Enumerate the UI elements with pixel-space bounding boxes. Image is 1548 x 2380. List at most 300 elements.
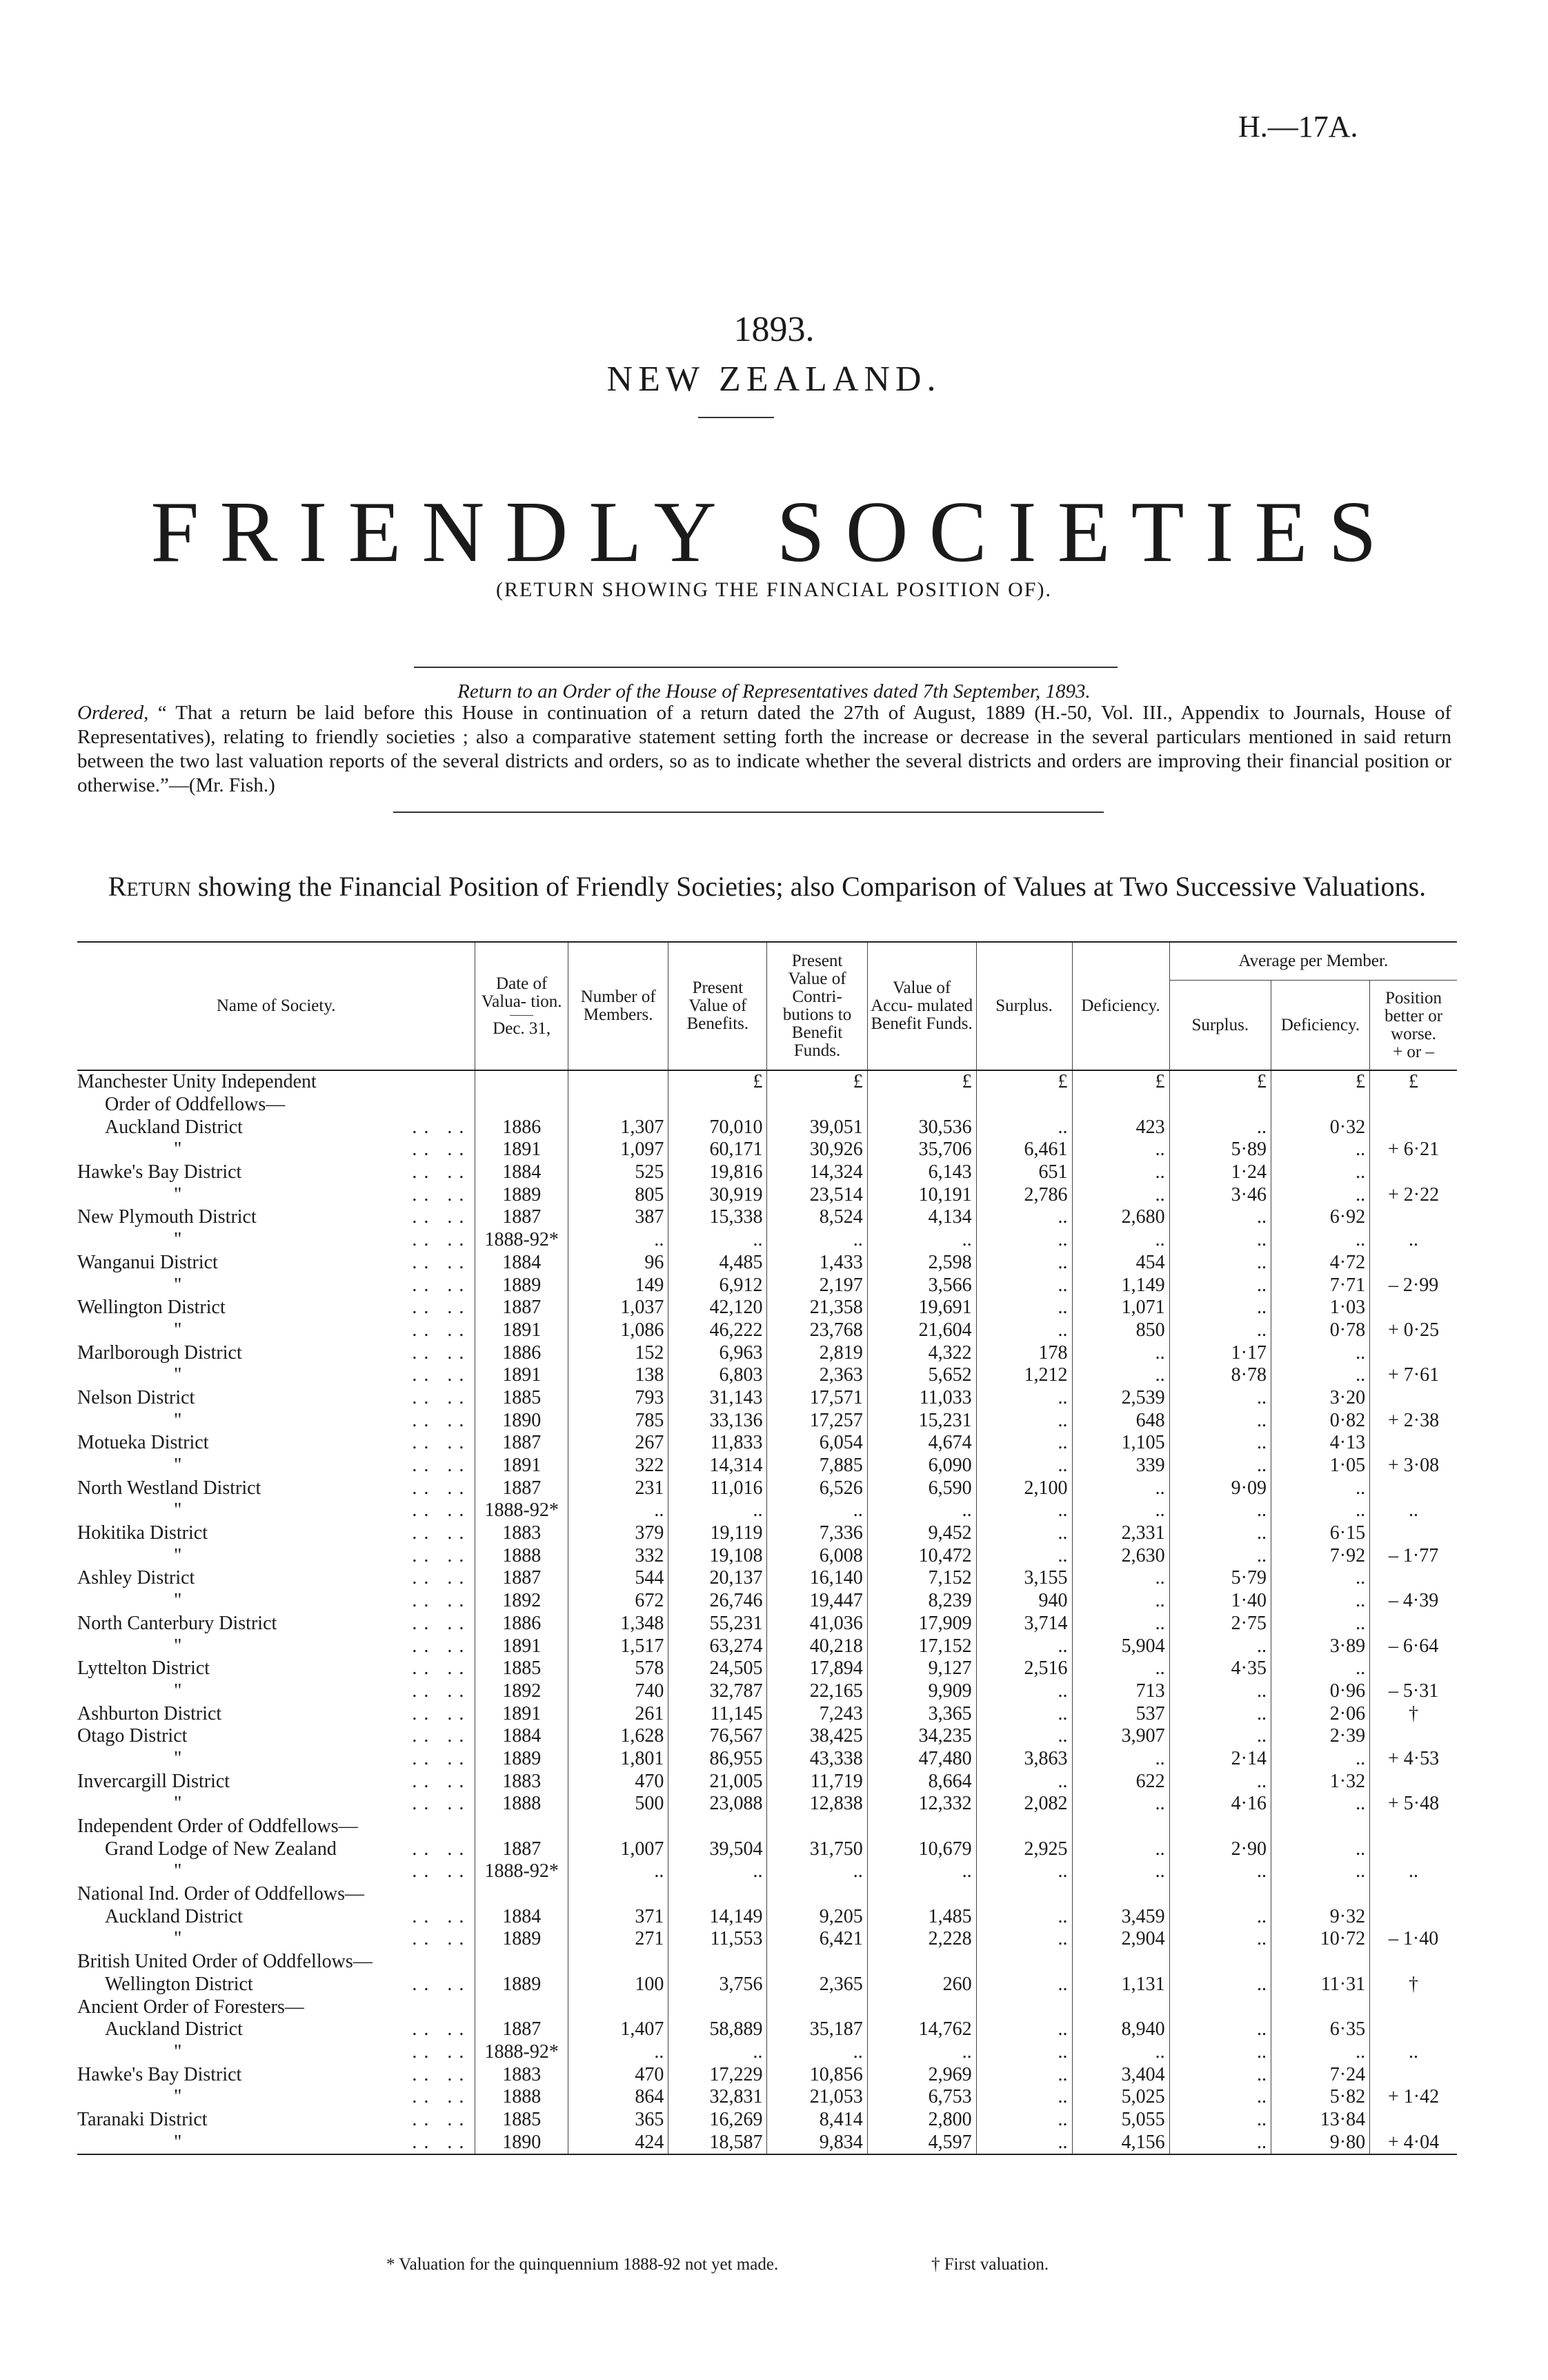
cell-deficiency: .. <box>1072 1590 1169 1613</box>
society-name: " <box>174 1928 182 1950</box>
cell-date: 1883 <box>475 1522 568 1545</box>
cell-position <box>1370 1522 1457 1545</box>
cell-surplus: .. <box>976 1499 1072 1522</box>
society-name: " <box>174 1860 182 1882</box>
cell-avg-deficiency: 0·96 <box>1271 1680 1369 1703</box>
society-name: Ashley District <box>77 1567 195 1589</box>
cell-position <box>1370 1252 1457 1275</box>
table-heading-lead: Return <box>108 871 191 902</box>
cell-contrib: 8,414 <box>767 2109 867 2132</box>
cell-funds <box>867 1094 976 1117</box>
cell-avg-surplus: .. <box>1169 1319 1271 1342</box>
society-name: " <box>174 1590 182 1612</box>
leader-dots: .. .. <box>412 1770 471 1792</box>
cell-contrib: 2,197 <box>767 1274 867 1297</box>
cell-members: 525 <box>568 1161 668 1184</box>
society-name: " <box>174 2086 182 2108</box>
table-row <box>77 1341 1457 1364</box>
cell-members: 672 <box>568 1590 668 1613</box>
financial-position-table <box>77 941 1457 2155</box>
cell-benefits: 11,833 <box>668 1432 767 1455</box>
document-title: FRIENDLY SOCIETIES <box>150 484 1398 580</box>
cell-members: 470 <box>568 2063 668 2086</box>
cell-funds: 5,652 <box>867 1364 976 1387</box>
society-name-cell <box>77 1613 475 1635</box>
cell-contrib: 17,894 <box>767 1658 867 1680</box>
table-row <box>77 1455 1457 1477</box>
society-name: " <box>174 1229 182 1251</box>
society-name: " <box>174 1183 182 1206</box>
cell-avg-surplus: .. <box>1169 1770 1271 1793</box>
cell-date <box>475 1951 568 1974</box>
cell-members <box>568 1883 668 1906</box>
leader-dots: .. .. <box>412 1297 471 1319</box>
cell-surplus: .. <box>976 2109 1072 2132</box>
cell-avg-surplus: 5·89 <box>1169 1139 1271 1161</box>
society-name: Taranaki District <box>77 2108 208 2130</box>
cell-surplus: .. <box>976 1974 1072 1996</box>
cell-date: 1884 <box>475 1905 568 1928</box>
leader-dots: .. .. <box>412 1612 471 1634</box>
cell-surplus: 178 <box>976 1341 1072 1364</box>
cell-funds: 2,800 <box>867 2109 976 2132</box>
cell-benefits: 26,746 <box>668 1590 767 1613</box>
cell-position <box>1370 2018 1457 2041</box>
cell-avg-surplus: .. <box>1169 1928 1271 1951</box>
cell-avg-surplus: .. <box>1169 1725 1271 1748</box>
table-row <box>77 2086 1457 2109</box>
cell-avg-surplus: .. <box>1169 1432 1271 1455</box>
cell-deficiency: .. <box>1072 1838 1169 1860</box>
cell-position: + 3·08 <box>1370 1455 1457 1477</box>
cell-deficiency: 454 <box>1072 1252 1169 1275</box>
cell-position: + 2·22 <box>1370 1183 1457 1206</box>
cell-date: 1891 <box>475 1635 568 1658</box>
cell-surplus: .. <box>976 2018 1072 2041</box>
cell-contrib: 1,433 <box>767 1252 867 1275</box>
cell-avg-deficiency <box>1271 1996 1369 2018</box>
society-name: Independent Order of Oddfellows— <box>77 1816 358 1838</box>
cell-avg-deficiency: 1·32 <box>1271 1770 1369 1793</box>
table-row <box>77 1590 1457 1613</box>
society-name: Auckland District <box>105 2018 243 2040</box>
society-name: " <box>174 1319 182 1341</box>
cell-benefits: 19,108 <box>668 1544 767 1567</box>
society-name-cell <box>77 1658 475 1680</box>
ordered-label: Ordered, <box>77 702 149 724</box>
cell-funds: 8,664 <box>867 1770 976 1793</box>
leader-dots: .. .. <box>412 1251 471 1273</box>
table-row <box>77 1702 1457 1725</box>
cell-contrib: 39,051 <box>767 1116 867 1139</box>
table-row <box>77 1770 1457 1793</box>
cell-date: 1890 <box>475 2131 568 2154</box>
society-name-cell <box>77 1229 475 1252</box>
cell-contrib: 2,363 <box>767 1364 867 1387</box>
society-name-cell <box>77 1860 475 1883</box>
cell-surplus: .. <box>976 1297 1072 1319</box>
cell-avg-surplus: .. <box>1169 1274 1271 1297</box>
cell-deficiency: 2,539 <box>1072 1387 1169 1410</box>
society-name-cell <box>77 1838 475 1860</box>
cell-surplus: .. <box>976 1116 1072 1139</box>
divider-rule <box>393 812 1104 813</box>
cell-members: 149 <box>568 1274 668 1297</box>
table-heading <box>77 871 1457 903</box>
table-row <box>77 2063 1457 2086</box>
cell-date: 1885 <box>475 1387 568 1410</box>
leader-dots: .. .. <box>412 1206 471 1228</box>
cell-position <box>1370 2109 1457 2132</box>
cell-contrib <box>767 1996 867 2018</box>
cell-surplus: .. <box>976 2063 1072 2086</box>
cell-contrib <box>767 1094 867 1117</box>
cell-contrib: .. <box>767 1499 867 1522</box>
cell-avg-surplus: .. <box>1169 1860 1271 1883</box>
cell-deficiency: .. <box>1072 1229 1169 1252</box>
cell-avg-surplus: 9·09 <box>1169 1477 1271 1499</box>
cell-position <box>1370 1116 1457 1139</box>
cell-benefits: 6,912 <box>668 1274 767 1297</box>
cell-members: 138 <box>568 1364 668 1387</box>
cell-avg-deficiency: .. <box>1271 1860 1369 1883</box>
cell-avg-surplus: .. <box>1169 1680 1271 1703</box>
cell-surplus: .. <box>976 1635 1072 1658</box>
cell-members: 387 <box>568 1206 668 1229</box>
cell-contrib: 2,819 <box>767 1341 867 1364</box>
cell-members: 1,407 <box>568 2018 668 2041</box>
cell-avg-deficiency: .. <box>1271 1658 1369 1680</box>
cell-avg-surplus: .. <box>1169 2041 1271 2064</box>
society-name: Manchester Unity Independent <box>77 1071 317 1093</box>
leader-dots: .. .. <box>412 1928 471 1950</box>
table-row <box>77 1094 1457 1117</box>
cell-contrib: .. <box>767 2041 867 2064</box>
cell-avg-deficiency: 4·72 <box>1271 1252 1369 1275</box>
table-row <box>77 2041 1457 2064</box>
cell-deficiency: 423 <box>1072 1116 1169 1139</box>
cell-deficiency: 5,025 <box>1072 2086 1169 2109</box>
cell-members: 371 <box>568 1905 668 1928</box>
cell-avg-surplus: .. <box>1169 2086 1271 2109</box>
cell-members: 1,007 <box>568 1838 668 1860</box>
society-name-cell <box>77 1409 475 1432</box>
cell-funds <box>867 1816 976 1838</box>
cell-deficiency: .. <box>1072 2041 1169 2064</box>
cell-surplus: 3,155 <box>976 1567 1072 1590</box>
cell-date: 1886 <box>475 1341 568 1364</box>
col-header-date-rule <box>510 1015 533 1016</box>
cell-funds: 47,480 <box>867 1748 976 1771</box>
society-name-cell <box>77 2109 475 2132</box>
cell-benefits: £ <box>668 1070 767 1094</box>
cell-avg-surplus <box>1169 1094 1271 1117</box>
cell-contrib: 40,218 <box>767 1635 867 1658</box>
cell-position <box>1370 1838 1457 1860</box>
ordered-paragraph <box>77 701 1451 798</box>
cell-funds: 6,590 <box>867 1477 976 1499</box>
leader-dots: .. .. <box>412 1455 471 1477</box>
cell-deficiency <box>1072 1816 1169 1838</box>
cell-date: 1886 <box>475 1613 568 1635</box>
cell-members <box>568 1094 668 1117</box>
society-name-cell <box>77 1161 475 1184</box>
cell-funds: 17,909 <box>867 1613 976 1635</box>
cell-members <box>568 1951 668 1974</box>
society-name: Invercargill District <box>77 1770 230 1792</box>
cell-avg-surplus: 1·40 <box>1169 1590 1271 1613</box>
cell-members: 365 <box>568 2109 668 2132</box>
cell-date: 1889 <box>475 1928 568 1951</box>
society-name-cell <box>77 1139 475 1161</box>
table-row <box>77 1432 1457 1455</box>
cell-avg-surplus: .. <box>1169 1297 1271 1319</box>
cell-contrib: 31,750 <box>767 1838 867 1860</box>
cell-avg-deficiency: 1·03 <box>1271 1297 1369 1319</box>
cell-avg-deficiency: .. <box>1271 1838 1369 1860</box>
cell-avg-surplus: 1·24 <box>1169 1161 1271 1184</box>
cell-surplus: 2,100 <box>976 1477 1072 1499</box>
cell-date: 1888 <box>475 1793 568 1816</box>
cell-avg-deficiency: .. <box>1271 1590 1369 1613</box>
society-name-cell <box>77 1905 475 1928</box>
cell-deficiency: 3,404 <box>1072 2063 1169 2086</box>
cell-date: 1887 <box>475 2018 568 2041</box>
cell-avg-surplus: .. <box>1169 1522 1271 1545</box>
table-row <box>77 1635 1457 1658</box>
cell-members: 1,307 <box>568 1116 668 1139</box>
society-name: " <box>174 1635 182 1657</box>
society-name: Marlborough District <box>77 1341 242 1364</box>
cell-members: 578 <box>568 1658 668 1680</box>
cell-funds: 35,706 <box>867 1139 976 1161</box>
leader-dots: .. .. <box>412 2108 471 2130</box>
cell-position <box>1370 1725 1457 1748</box>
leader-dots: .. .. <box>412 1229 471 1251</box>
society-name-cell <box>77 2131 475 2154</box>
cell-deficiency: .. <box>1072 1161 1169 1184</box>
cell-position: + 4·53 <box>1370 1748 1457 1771</box>
cell-date: 1883 <box>475 2063 568 2086</box>
cell-position: – 1·77 <box>1370 1544 1457 1567</box>
cell-deficiency: 339 <box>1072 1455 1169 1477</box>
cell-avg-deficiency: .. <box>1271 1477 1369 1499</box>
society-name: Wellington District <box>105 1973 253 1995</box>
cell-contrib: .. <box>767 1860 867 1883</box>
cell-position <box>1370 1883 1457 1906</box>
cell-position <box>1370 1094 1457 1117</box>
cell-surplus: .. <box>976 1928 1072 1951</box>
table-heading-text: showing the Financial Position of Friendly Societies; also Comparison of Values at Two Successive Valuations. <box>197 871 1427 902</box>
society-name: " <box>174 1409 182 1431</box>
table-row <box>77 1297 1457 1319</box>
cell-contrib: 41,036 <box>767 1613 867 1635</box>
cell-avg-deficiency: 3·89 <box>1271 1635 1369 1658</box>
society-name-cell <box>77 1206 475 1229</box>
cell-members <box>568 1816 668 1838</box>
table-row <box>77 1364 1457 1387</box>
cell-avg-deficiency: 0·32 <box>1271 1116 1369 1139</box>
cell-funds: 9,909 <box>867 1680 976 1703</box>
cell-surplus: .. <box>976 1905 1072 1928</box>
cell-contrib <box>767 1951 867 1974</box>
leader-dots: .. .. <box>412 1341 471 1364</box>
society-name: " <box>174 2131 182 2153</box>
cell-benefits <box>668 1951 767 1974</box>
society-name-cell <box>77 1252 475 1275</box>
cell-contrib: 16,140 <box>767 1567 867 1590</box>
cell-funds: 260 <box>867 1974 976 1996</box>
cell-contrib: 19,447 <box>767 1590 867 1613</box>
society-name: " <box>174 2040 182 2063</box>
cell-avg-surplus: 2·75 <box>1169 1613 1271 1635</box>
society-name-cell <box>77 1319 475 1342</box>
society-name: " <box>174 1364 182 1386</box>
cell-date: 1892 <box>475 1680 568 1703</box>
cell-benefits: 55,231 <box>668 1613 767 1635</box>
society-name-cell <box>77 2018 475 2041</box>
cell-avg-surplus: 4·35 <box>1169 1658 1271 1680</box>
cell-avg-surplus: .. <box>1169 2109 1271 2132</box>
cell-members: 424 <box>568 2131 668 2154</box>
cell-funds: 4,597 <box>867 2131 976 2154</box>
cell-surplus: 2,925 <box>976 1838 1072 1860</box>
cell-benefits: 21,005 <box>668 1770 767 1793</box>
cell-avg-surplus: .. <box>1169 2063 1271 2086</box>
cell-benefits: 42,120 <box>668 1297 767 1319</box>
cell-members: 96 <box>568 1252 668 1275</box>
cell-avg-deficiency: 7·92 <box>1271 1544 1369 1567</box>
cell-position: + 1·42 <box>1370 2086 1457 2109</box>
leader-dots: .. .. <box>412 1838 471 1860</box>
cell-avg-surplus: .. <box>1169 1702 1271 1725</box>
cell-funds: 6,753 <box>867 2086 976 2109</box>
table-row <box>77 1725 1457 1748</box>
cell-funds: 14,762 <box>867 2018 976 2041</box>
cell-position: + 4·04 <box>1370 2131 1457 2154</box>
table-row <box>77 1409 1457 1432</box>
cell-date: 1887 <box>475 1297 568 1319</box>
society-name: New Plymouth District <box>77 1206 257 1228</box>
cell-deficiency: 622 <box>1072 1770 1169 1793</box>
cell-position <box>1370 1432 1457 1455</box>
cell-surplus: 6,461 <box>976 1139 1072 1161</box>
society-name-cell <box>77 1297 475 1319</box>
cell-funds: .. <box>867 1229 976 1252</box>
society-name-cell <box>77 1116 475 1139</box>
cell-funds: 17,152 <box>867 1635 976 1658</box>
leader-dots: .. .. <box>412 1793 471 1815</box>
cell-date <box>475 1883 568 1906</box>
cell-avg-deficiency: 9·80 <box>1271 2131 1369 2154</box>
leader-dots: .. .. <box>412 1432 471 1454</box>
cell-position <box>1370 1951 1457 1974</box>
cell-members <box>568 1996 668 2018</box>
cell-benefits: 19,119 <box>668 1522 767 1545</box>
cell-surplus <box>976 1816 1072 1838</box>
table-row <box>77 1319 1457 1342</box>
leader-dots: .. .. <box>412 1477 471 1499</box>
cell-avg-deficiency: .. <box>1271 1793 1369 1816</box>
cell-benefits: 32,787 <box>668 1680 767 1703</box>
cell-deficiency: .. <box>1072 1139 1169 1161</box>
cell-benefits: 4,485 <box>668 1252 767 1275</box>
cell-surplus: .. <box>976 2086 1072 2109</box>
cell-deficiency: £ <box>1072 1070 1169 1094</box>
cell-benefits: 24,505 <box>668 1658 767 1680</box>
cell-position: – 5·31 <box>1370 1680 1457 1703</box>
cell-date: 1888 <box>475 1544 568 1567</box>
cell-avg-surplus: 3·46 <box>1169 1183 1271 1206</box>
leader-dots: .. .. <box>412 1860 471 1882</box>
table-row <box>77 1183 1457 1206</box>
cell-deficiency: 648 <box>1072 1409 1169 1432</box>
cell-avg-surplus: .. <box>1169 1252 1271 1275</box>
cell-funds: 34,235 <box>867 1725 976 1748</box>
cell-avg-surplus: .. <box>1169 1387 1271 1410</box>
leader-dots: .. .. <box>412 2131 471 2153</box>
cell-date: 1888-92* <box>475 1499 568 1522</box>
cell-members: 864 <box>568 2086 668 2109</box>
society-name-cell <box>77 1499 475 1522</box>
society-name-cell <box>77 1725 475 1748</box>
cell-members: .. <box>568 1860 668 1883</box>
cell-date: 1889 <box>475 1274 568 1297</box>
cell-contrib: 6,421 <box>767 1928 867 1951</box>
cell-surplus: .. <box>976 1319 1072 1342</box>
cell-deficiency: 2,904 <box>1072 1928 1169 1951</box>
table-row <box>77 1748 1457 1771</box>
leader-dots: .. .. <box>412 1544 471 1566</box>
cell-surplus: .. <box>976 1455 1072 1477</box>
leader-dots: .. .. <box>412 1499 471 1522</box>
cell-avg-deficiency: 6·35 <box>1271 2018 1369 2041</box>
cell-funds: 10,191 <box>867 1183 976 1206</box>
cell-members: 793 <box>568 1387 668 1410</box>
cell-avg-deficiency <box>1271 1883 1369 1906</box>
cell-benefits: 70,010 <box>668 1116 767 1139</box>
cell-members: 267 <box>568 1432 668 1455</box>
cell-avg-deficiency: .. <box>1271 1499 1369 1522</box>
cell-benefits: 46,222 <box>668 1319 767 1342</box>
cell-members: 500 <box>568 1793 668 1816</box>
table-row <box>77 1996 1457 2018</box>
footnote-star: * Valuation for the quinquennium 1888-92 not yet made. <box>386 2255 779 2274</box>
cell-surplus: .. <box>976 1522 1072 1545</box>
society-name-cell <box>77 1951 475 1974</box>
society-name-cell <box>77 1432 475 1455</box>
cell-contrib: 23,514 <box>767 1183 867 1206</box>
cell-members: 152 <box>568 1341 668 1364</box>
society-name: " <box>174 1680 182 1702</box>
cell-contrib: 6,526 <box>767 1477 867 1499</box>
cell-funds: 9,452 <box>867 1522 976 1545</box>
cell-funds: 10,679 <box>867 1838 976 1860</box>
cell-benefits: 6,803 <box>668 1364 767 1387</box>
society-name: Lyttelton District <box>77 1658 210 1680</box>
col-header-date-sub: Dec. 31, <box>493 1019 551 1038</box>
cell-position: – 1·40 <box>1370 1928 1457 1951</box>
cell-benefits: 76,567 <box>668 1725 767 1748</box>
cell-surplus <box>976 1094 1072 1117</box>
cell-position: + 7·61 <box>1370 1364 1457 1387</box>
society-name: North Canterbury District <box>77 1612 277 1634</box>
leader-dots: .. .. <box>412 1319 471 1341</box>
footnote-dagger: † First valuation. <box>931 2255 1049 2274</box>
cell-deficiency: 1,149 <box>1072 1274 1169 1297</box>
society-name-cell <box>77 1274 475 1297</box>
cell-benefits: .. <box>668 1229 767 1252</box>
